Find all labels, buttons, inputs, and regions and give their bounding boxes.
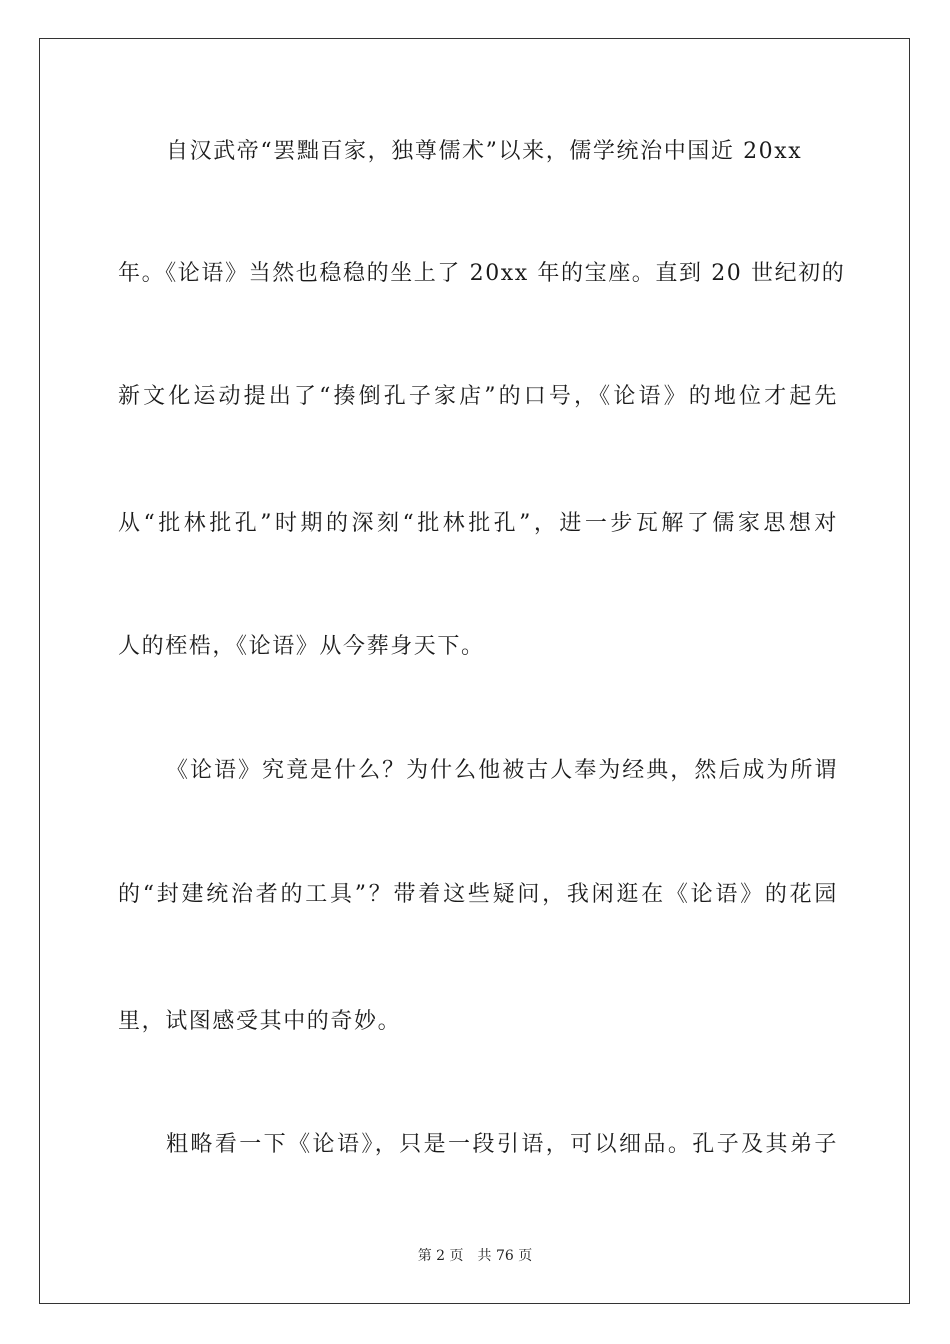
paragraph-1-line-3: 新文化运动提出了“揍倒孔子家店”的口号，《论语》的地位才起先: [118, 384, 838, 409]
page-border: [39, 38, 910, 1304]
page-footer: [0, 1247, 950, 1265]
paragraph-1-line-2: 年。《论语》当然也稳稳的坐上了 20xx 年的宝座。直到 20 世纪初的: [118, 261, 846, 286]
paragraph-2-line-2: 的“封建统治者的工具”？带着这些疑问，我闲逛在《论语》的花园: [118, 882, 838, 907]
paragraph-2-line-3: 里，试图感受其中的奇妙。: [118, 1009, 402, 1034]
paragraph-1-line-5: 人的桎梏，《论语》从今葬身天下。: [118, 634, 485, 659]
paragraph-1-line-4: 从“批林批孔”时期的深刻“批林批孔”，进一步瓦解了儒家思想对: [118, 511, 838, 536]
page-total: 共 76 页: [477, 1248, 533, 1264]
paragraph-2-line-1: 《论语》究竟是什么？为什么他被古人奉为经典，然后成为所谓: [166, 758, 838, 783]
paragraph-3-line-1: 粗略看一下《论语》，只是一段引语，可以细品。孔子及其弟子: [166, 1132, 838, 1157]
page-number: 第 2 页: [417, 1248, 464, 1264]
paragraph-1-line-1: 自汉武帝“罢黜百家，独尊儒术”以来，儒学统治中国近 20xx: [166, 139, 803, 164]
